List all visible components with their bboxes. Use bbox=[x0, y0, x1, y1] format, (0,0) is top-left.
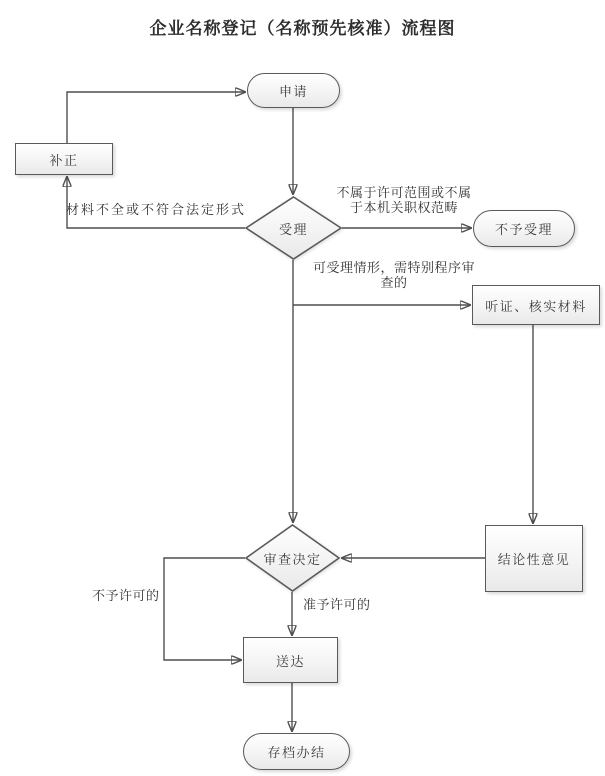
node-hearing bbox=[472, 285, 600, 325]
node-conclusion bbox=[485, 525, 583, 592]
edge-label-permitted: 准予许可的 bbox=[303, 598, 371, 613]
page-title: 企业名称登记（名称预先核准）流程图 bbox=[149, 19, 456, 39]
node-acceptance-label: 受理 bbox=[278, 222, 308, 238]
edge-label-not-permitted: 不予许可的 bbox=[92, 589, 160, 604]
edge-label-out-of-scope: 不属于许可范围或不属于本机关职权范畴 bbox=[336, 186, 472, 216]
node-correction-label: 补正 bbox=[49, 153, 79, 169]
edge-label-incomplete-materials: 材料不全或不符合法定形式 bbox=[66, 203, 247, 218]
node-hearing-label: 听证、核实材料 bbox=[485, 299, 587, 315]
node-apply bbox=[247, 73, 340, 108]
node-decision-label: 审查决定 bbox=[263, 552, 322, 568]
node-decision bbox=[245, 524, 340, 592]
node-apply-label: 申请 bbox=[278, 85, 308, 100]
node-correction bbox=[15, 143, 113, 175]
node-reject-label: 不予受理 bbox=[494, 223, 553, 238]
node-archive-label: 存档办结 bbox=[267, 746, 326, 761]
node-delivery-label: 送达 bbox=[275, 654, 305, 670]
edge-decision-to-delivery-denied bbox=[164, 558, 245, 660]
node-archive bbox=[243, 733, 350, 770]
node-reject bbox=[473, 210, 575, 247]
node-conclusion-label: 结论性意见 bbox=[497, 553, 571, 568]
edge-correction-to-apply bbox=[67, 92, 245, 143]
node-delivery bbox=[243, 637, 338, 683]
node-acceptance bbox=[245, 196, 342, 260]
edge-label-special-procedure: 可受理情形，需特别程序审查的 bbox=[312, 261, 475, 291]
